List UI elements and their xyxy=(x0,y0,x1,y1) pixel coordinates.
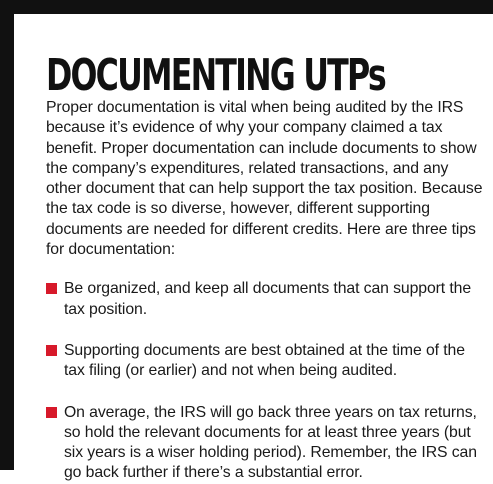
red-square-bullet-icon xyxy=(46,345,57,356)
red-square-bullet-icon xyxy=(46,283,57,294)
sidebar-title: DOCUMENTING UTPs xyxy=(46,50,385,101)
sidebar-content xyxy=(46,50,486,484)
tip-item xyxy=(46,279,486,320)
tip-text: On average, the IRS will go back three years on tax returns, so hold the relevant documents for at least three years (but six years is a wiser holding period). Remember, the IRS can go back further if there’s a substantial error. xyxy=(64,403,477,482)
tip-text: Supporting documents are best obtained at the time of the tax filing (or earlier) and not when being audited. xyxy=(64,341,465,380)
intro-paragraph: Proper documentation is vital when being audited by the IRS because it’s evidence of why your company claimed a tax benefit. Proper documentation can include documents to show the company’s expenditures, related transactions, and any other document that can help support the tax position. Because the tax code is so diverse, however, different supporting documents are needed for different credits. Here are three tips for documentation: xyxy=(46,99,483,259)
tips-list xyxy=(46,279,486,483)
tip-item xyxy=(46,403,486,484)
tip-item xyxy=(46,341,486,382)
red-square-bullet-icon xyxy=(46,407,57,418)
tip-text: Be organized, and keep all documents that can support the tax position. xyxy=(64,280,472,318)
